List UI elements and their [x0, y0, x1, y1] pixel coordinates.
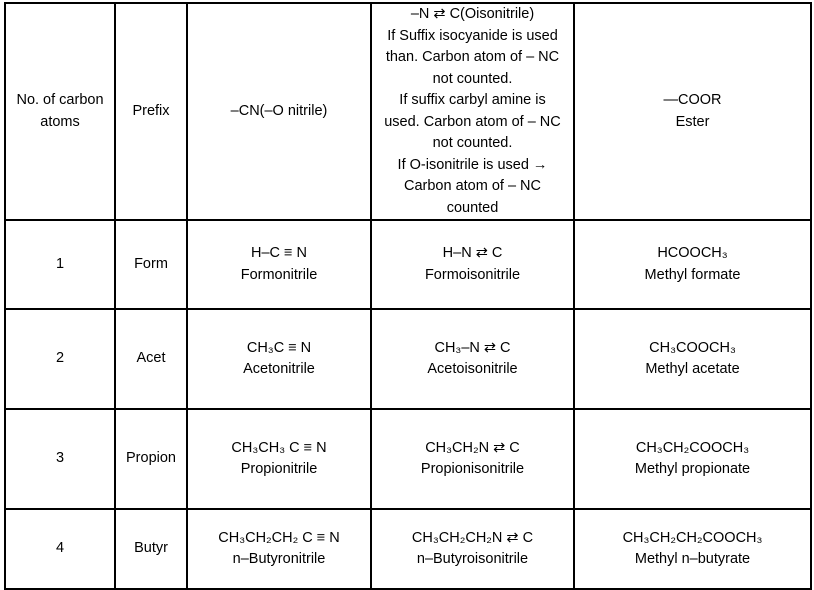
header-isonitrile-line: Carbon atom of – NC [403, 178, 541, 194]
table-row [5, 309, 811, 409]
prefix-cell: Form [115, 220, 187, 309]
prefix-cell: Butyr [115, 509, 187, 589]
isonitrile-cell [371, 220, 574, 309]
ester-cell [574, 409, 811, 509]
prefix-cell: Acet [115, 309, 187, 409]
ester-formula: CH₃CH₂COOCH₃ [635, 439, 750, 456]
isonitrile-name: Propionisonitrile [420, 461, 525, 477]
ester-name: Methyl n–butyrate [634, 551, 751, 567]
header-carbon-line: atoms [40, 113, 80, 130]
header-ester-line: —COOR [663, 92, 722, 108]
isonitrile-name: n–Butyroisonitrile [416, 551, 529, 567]
ester-name: Methyl formate [644, 266, 741, 283]
prefix-cell: Propion [115, 409, 187, 509]
header-ester-line: Ester [675, 113, 710, 130]
carbon-count-cell: 1 [5, 220, 115, 309]
header-isonitrile-line: used. Carbon atom of – NC [384, 113, 561, 130]
isonitrile-formula: H–N ⇄ C [442, 245, 503, 261]
nomenclature-table [4, 2, 812, 590]
table-row [5, 509, 811, 589]
isonitrile-cell [371, 309, 574, 409]
header-carbon-atoms [5, 3, 115, 220]
header-ester [574, 3, 811, 220]
nitrile-name: n–Butyronitrile [232, 551, 326, 567]
header-isonitrile [371, 3, 574, 220]
nitrile-formula: CH₃CH₂CH₂ C ≡ N [218, 529, 340, 546]
header-isonitrile-line: If suffix carbyl amine is [399, 92, 546, 108]
nitrile-formula: H–C ≡ N [251, 245, 307, 261]
header-isonitrile-line: than. Carbon atom of – NC [385, 49, 560, 65]
carbon-count-cell: 3 [5, 409, 115, 509]
header-isonitrile-line: counted [446, 199, 499, 216]
table-row [5, 409, 811, 509]
ester-formula: HCOOCH₃ [657, 245, 728, 261]
header-carbon-line: No. of carbon [16, 92, 104, 108]
isonitrile-name: Acetoisonitrile [427, 361, 518, 377]
carbon-count-cell: 2 [5, 309, 115, 409]
nitrile-name: Acetonitrile [243, 361, 315, 377]
isonitrile-formula: CH₃CH₂CH₂N ⇄ C [411, 529, 534, 546]
header-isonitrile-line: If O-isonitrile is used → [397, 156, 548, 173]
header-isonitrile-line: not counted. [432, 135, 513, 151]
nitrile-cell [187, 220, 371, 309]
nitrile-cell [187, 309, 371, 409]
isonitrile-formula: CH₃–N ⇄ C [434, 339, 511, 356]
header-isonitrile-line: –N ⇄ C(Oisonitrile) [410, 6, 535, 22]
nitrile-formula: CH₃CH₃ C ≡ N [231, 439, 327, 456]
ester-cell [574, 509, 811, 589]
isonitrile-cell [371, 509, 574, 589]
ester-formula: CH₃COOCH₃ [649, 339, 736, 356]
header-isonitrile-line: not counted. [432, 70, 513, 87]
nitrile-cell [187, 409, 371, 509]
nitrile-name: Formonitrile [240, 266, 318, 283]
header-row [5, 3, 811, 220]
carbon-count-cell: 4 [5, 509, 115, 589]
ester-name: Methyl propionate [634, 461, 751, 477]
header-nitrile: –CN(–O nitrile) [187, 3, 371, 220]
isonitrile-name: Formoisonitrile [424, 266, 521, 283]
nitrile-name: Propionitrile [240, 461, 318, 477]
nitrile-cell [187, 509, 371, 589]
ester-cell [574, 309, 811, 409]
isonitrile-cell [371, 409, 574, 509]
nitrile-formula: CH₃C ≡ N [246, 339, 312, 356]
ester-name: Methyl acetate [645, 361, 740, 377]
header-prefix: Prefix [115, 3, 187, 220]
isonitrile-formula: CH₃CH₂N ⇄ C [425, 439, 520, 456]
ester-cell [574, 220, 811, 309]
table-row [5, 220, 811, 309]
ester-formula: CH₃CH₂CH₂COOCH₃ [622, 529, 763, 546]
header-isonitrile-line: If Suffix isocyanide is used [387, 27, 558, 44]
